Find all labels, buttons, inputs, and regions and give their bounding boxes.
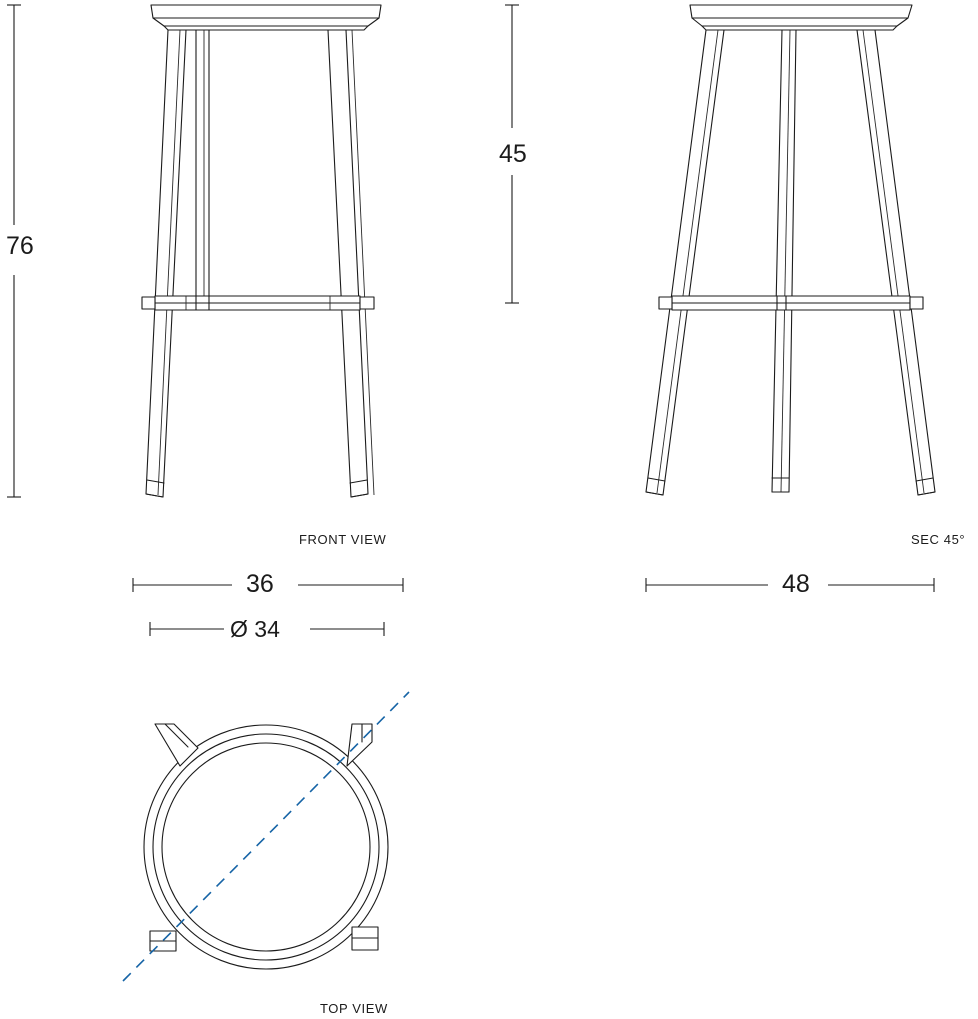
dimension-seat-diameter-value: Ø 34 (230, 616, 280, 642)
dimension-front-width-value: 36 (246, 570, 274, 598)
dimension-seat-height-value: 45 (499, 140, 527, 168)
sec45-view-geometry (646, 5, 935, 495)
sec45-view-label: SEC 45° (911, 532, 966, 547)
front-view-label: FRONT VIEW (299, 532, 387, 547)
top-view-geometry (123, 692, 409, 981)
top-view-label: TOP VIEW (320, 1001, 388, 1016)
dimension-overall-height-value: 76 (6, 232, 34, 260)
dimension-diagonal-width-value: 48 (782, 570, 810, 598)
front-view-geometry (142, 5, 381, 497)
